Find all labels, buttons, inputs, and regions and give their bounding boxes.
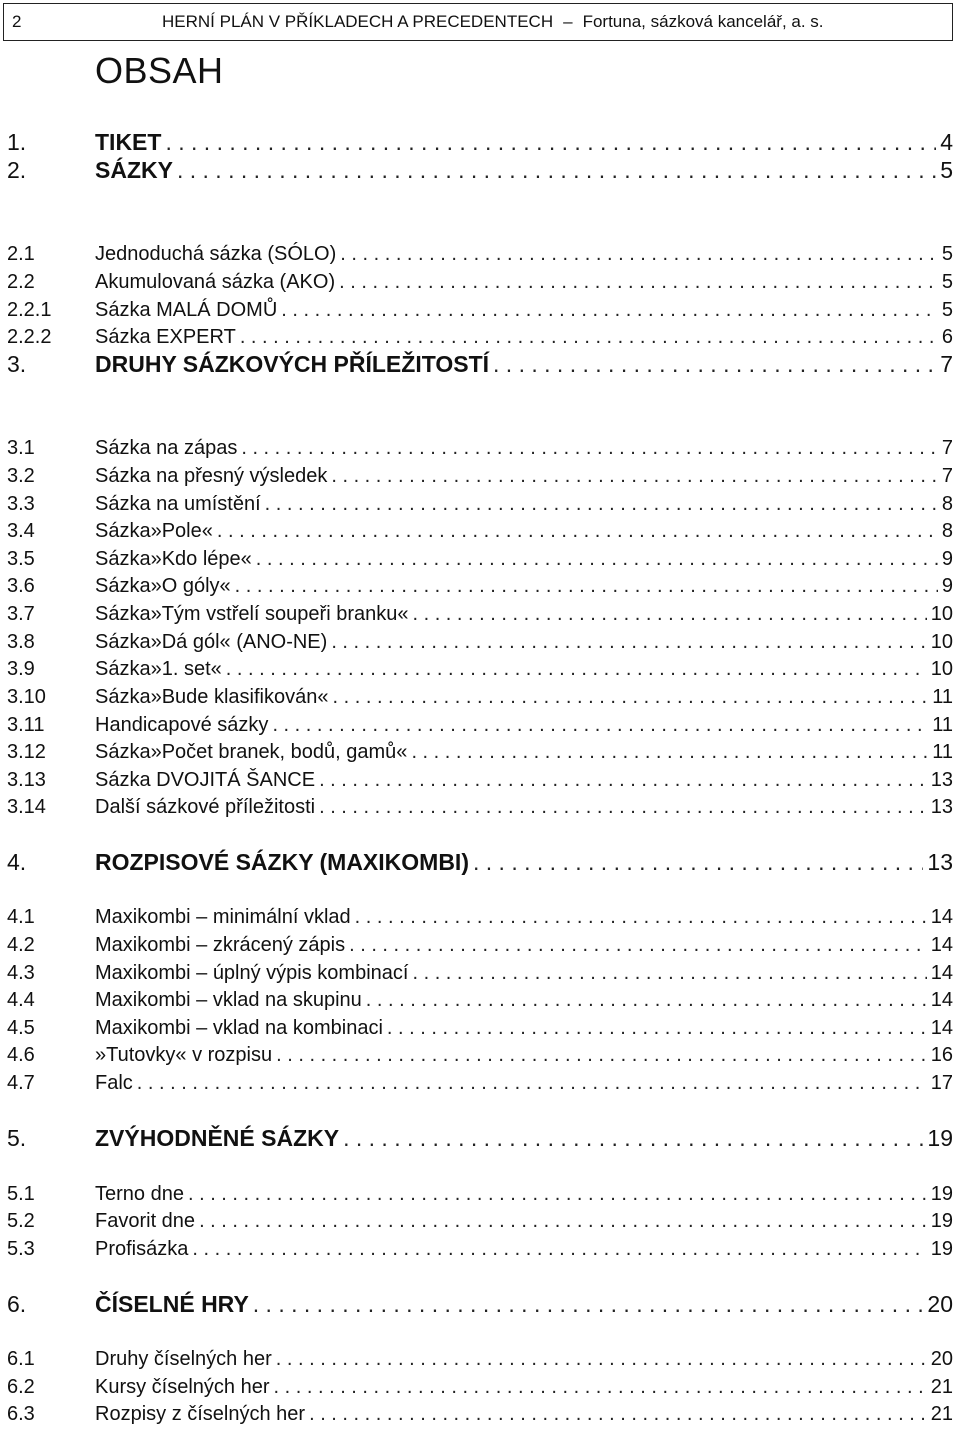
toc-title: Handicapové sázky [95,714,269,736]
toc-row[interactable] [7,738,953,766]
toc-chapter-row[interactable] [7,848,953,876]
dot-leader [276,1345,927,1373]
toc-number: 3.2 [7,465,35,487]
toc-page-number: 5 [941,271,953,293]
toc-row[interactable] [7,959,953,987]
dot-leader [411,738,928,766]
toc-number: 3.9 [7,658,35,680]
toc-page-number: 19 [930,1210,953,1232]
toc-page-number: 13 [930,769,953,791]
toc-row[interactable] [7,517,953,545]
dot-leader [493,350,936,378]
dot-leader [387,1014,927,1042]
toc-page-number: 13 [927,849,953,875]
toc-number: 5.3 [7,1238,35,1260]
toc-row[interactable] [7,903,953,931]
dot-leader [165,128,936,156]
toc-number: 3.3 [7,493,35,515]
toc-title: Sázka MALÁ DOMŮ [95,299,278,321]
toc-number: 4.1 [7,906,35,928]
toc-row[interactable] [7,1400,953,1428]
toc-page-number: 8 [941,493,953,515]
dot-leader [343,1124,923,1152]
toc-page-number: 8 [941,520,953,542]
dot-leader [412,600,926,628]
toc-number: 3.13 [7,769,46,791]
toc-number: 3.8 [7,631,35,653]
dot-leader [226,655,927,683]
toc-page-number: 14 [930,906,953,928]
toc-title: Maxikombi – vklad na skupinu [95,989,362,1011]
toc-row[interactable] [7,572,953,600]
dot-leader [319,766,927,794]
toc-title: Terno dne [95,1183,184,1205]
toc-page-number: 10 [930,603,953,625]
toc-title: Sázka EXPERT [95,326,236,348]
toc-title: Druhy číselných her [95,1348,272,1370]
toc-chapter-row[interactable] [7,156,953,184]
dot-leader [366,986,927,1014]
dot-leader [235,572,938,600]
dot-leader [137,1069,927,1097]
toc-page-number: 9 [941,548,953,570]
toc-number: 5.2 [7,1210,35,1232]
toc-page-number: 21 [930,1376,953,1398]
header-dash: – [563,12,573,31]
toc-number: 6. [7,1291,27,1317]
toc-chapter-row[interactable] [7,128,953,156]
toc-number: 4.2 [7,934,35,956]
toc-title: Sázka»Počet branek, bodů, gamů« [95,741,408,763]
toc-page-number: 19 [930,1238,953,1260]
toc-page-number: 20 [930,1348,953,1370]
page-number: 2 [12,12,22,31]
dot-leader [177,156,936,184]
toc-title: ROZPISOVÉ SÁZKY (MAXIKOMBI) [95,849,469,875]
dot-leader [188,1180,927,1208]
toc-number: 2.1 [7,243,35,265]
toc-number: 3. [7,351,27,377]
toc-title: ZVÝHODNĚNÉ SÁZKY [95,1125,340,1151]
toc-page-number: 4 [940,129,953,155]
dot-leader [272,711,928,739]
toc-title: Maxikombi – vklad na kombinaci [95,1017,383,1039]
toc-number: 3.12 [7,741,46,763]
dot-leader [473,848,923,876]
toc-number: 2.2.2 [7,326,52,348]
toc-title: Jednoduchá sázka (SÓLO) [95,243,337,265]
toc-title: Maxikombi – zkrácený zápis [95,934,346,956]
toc-page-number: 20 [927,1291,953,1317]
dot-leader [265,490,938,518]
toc-number: 4.5 [7,1017,35,1039]
dot-leader [340,240,938,268]
toc-page-number: 11 [932,741,953,763]
toc-title: Sázka na zápas [95,437,238,459]
toc-row[interactable] [7,434,953,462]
toc-number: 3.5 [7,548,35,570]
dot-leader [240,323,938,351]
dot-leader [276,1041,927,1069]
toc-title: Sázka na umístění [95,493,261,515]
toc-page-number: 16 [930,1044,953,1066]
toc-page-number: 10 [930,631,953,653]
toc-page-number: 5 [941,243,953,265]
toc-row[interactable] [7,1041,953,1069]
toc-row[interactable] [7,1373,953,1401]
dot-leader [217,517,938,545]
page-header [3,3,953,41]
toc-number: 3.10 [7,686,46,708]
toc-row[interactable] [7,1069,953,1097]
toc-row[interactable] [7,545,953,573]
toc-title: Sázka»Tým vstřelí soupeři branku« [95,603,409,625]
dot-leader [349,931,927,959]
toc-page-number: 10 [930,658,953,680]
toc-page-number: 7 [941,437,953,459]
dot-leader [355,903,927,931]
toc-row[interactable] [7,600,953,628]
toc-chapter-row[interactable] [7,1124,953,1152]
toc-row[interactable] [7,296,953,324]
toc-number: 6.3 [7,1403,35,1425]
header-company: Fortuna, sázková kancelář, a. s. [582,12,824,31]
toc-row[interactable] [7,766,953,794]
toc-page-number: 11 [932,686,953,708]
toc-number: 4. [7,849,27,875]
toc-page-number: 5 [940,157,953,183]
toc-page-number: 19 [927,1125,953,1151]
toc-number: 2.2 [7,271,35,293]
toc-title: Sázka»1. set« [95,658,222,680]
toc-title: Kursy číselných her [95,1376,270,1398]
toc-page-number: 14 [930,1017,953,1039]
dot-leader [331,628,926,656]
toc-number: 4.7 [7,1072,35,1094]
toc-row[interactable] [7,323,953,351]
toc-title: Favorit dne [95,1210,196,1232]
toc-title: Falc [95,1072,133,1094]
toc-row[interactable] [7,240,953,268]
toc-row[interactable] [7,490,953,518]
dot-leader [256,545,938,573]
toc-title: ČÍSELNÉ HRY [95,1291,249,1317]
toc-number: 3.1 [7,437,35,459]
toc-title: Další sázkové příležitosti [95,796,316,818]
toc-page-number: 14 [930,934,953,956]
toc-page-number: 5 [941,299,953,321]
toc-row[interactable] [7,268,953,296]
toc-number: 4.4 [7,989,35,1011]
toc-number: 2. [7,157,27,183]
toc-number: 4.6 [7,1044,35,1066]
toc-number: 3.6 [7,575,35,597]
toc-number: 6.1 [7,1348,35,1370]
header-title-text: HERNÍ PLÁN V PŘÍKLADECH A PRECEDENTECH [162,12,554,31]
toc-row[interactable] [7,793,953,821]
toc-page-number: 9 [941,575,953,597]
toc-title: Sázka»Pole« [95,520,213,542]
toc-number: 1. [7,129,27,155]
dot-leader [253,1290,924,1318]
toc-row[interactable] [7,628,953,656]
toc-title: Profisázka [95,1238,189,1260]
toc-title: TIKET [95,129,162,155]
toc-page-number: 21 [930,1403,953,1425]
toc-title: Maxikombi – úplný výpis kombinací [95,962,409,984]
toc-number: 3.4 [7,520,35,542]
toc-row[interactable] [7,986,953,1014]
toc-title: DRUHY SÁZKOVÝCH PŘÍLEŽITOSTÍ [95,351,490,377]
toc-title: Sázka»Dá gól« (ANO-NE) [95,631,328,653]
toc-number: 3.7 [7,603,35,625]
dot-leader [241,434,938,462]
dot-leader [309,1400,927,1428]
dot-leader [319,793,927,821]
dot-leader [274,1373,927,1401]
dot-leader [281,296,938,324]
toc-number: 5.1 [7,1183,35,1205]
dot-leader [199,1207,927,1235]
toc-title: Sázka»O góly« [95,575,231,597]
toc-row[interactable] [7,1014,953,1042]
toc-page-number: 7 [940,351,953,377]
toc-number: 6.2 [7,1376,35,1398]
toc-title: SÁZKY [95,157,173,183]
dot-leader [192,1235,926,1263]
toc-chapter-row[interactable] [7,350,953,378]
toc-number: 2.2.1 [7,299,52,321]
toc-title: Akumulovaná sázka (AKO) [95,271,336,293]
toc-page-number: 13 [930,796,953,818]
toc-page-number: 14 [930,989,953,1011]
toc-title: Sázka»Kdo lépe« [95,548,252,570]
toc-title: Rozpisy z číselných her [95,1403,306,1425]
toc-page-number: 7 [941,465,953,487]
dot-leader [412,959,926,987]
toc-number: 3.14 [7,796,46,818]
toc-page-number: 19 [930,1183,953,1205]
toc-row[interactable] [7,1235,953,1263]
toc-row[interactable] [7,655,953,683]
dot-leader [332,683,928,711]
toc-title: Sázka na přesný výsledek [95,465,328,487]
toc-row[interactable] [7,931,953,959]
toc-number: 3.11 [7,714,45,736]
toc-title: Sázka»Bude klasifikován« [95,686,329,708]
toc-row[interactable] [7,462,953,490]
toc-row[interactable] [7,1207,953,1235]
toc-page-number: 11 [932,714,953,736]
toc-row[interactable] [7,1180,953,1208]
toc-number: 4.3 [7,962,35,984]
toc-title: Sázka DVOJITÁ ŠANCE [95,769,316,791]
toc-title: »Tutovky« v rozpisu [95,1044,273,1066]
toc-row[interactable] [7,683,953,711]
header-title [82,12,824,32]
dot-leader [339,268,938,296]
toc-title: Maxikombi – minimální vklad [95,906,351,928]
toc-row[interactable] [7,711,953,739]
toc-row[interactable] [7,1345,953,1373]
toc-page-number: 17 [930,1072,953,1094]
page-title: OBSAH [95,50,224,91]
toc-number: 5. [7,1125,27,1151]
toc-chapter-row[interactable] [7,1290,953,1318]
toc-page-number: 6 [941,326,953,348]
toc-page-number: 14 [930,962,953,984]
dot-leader [331,462,938,490]
